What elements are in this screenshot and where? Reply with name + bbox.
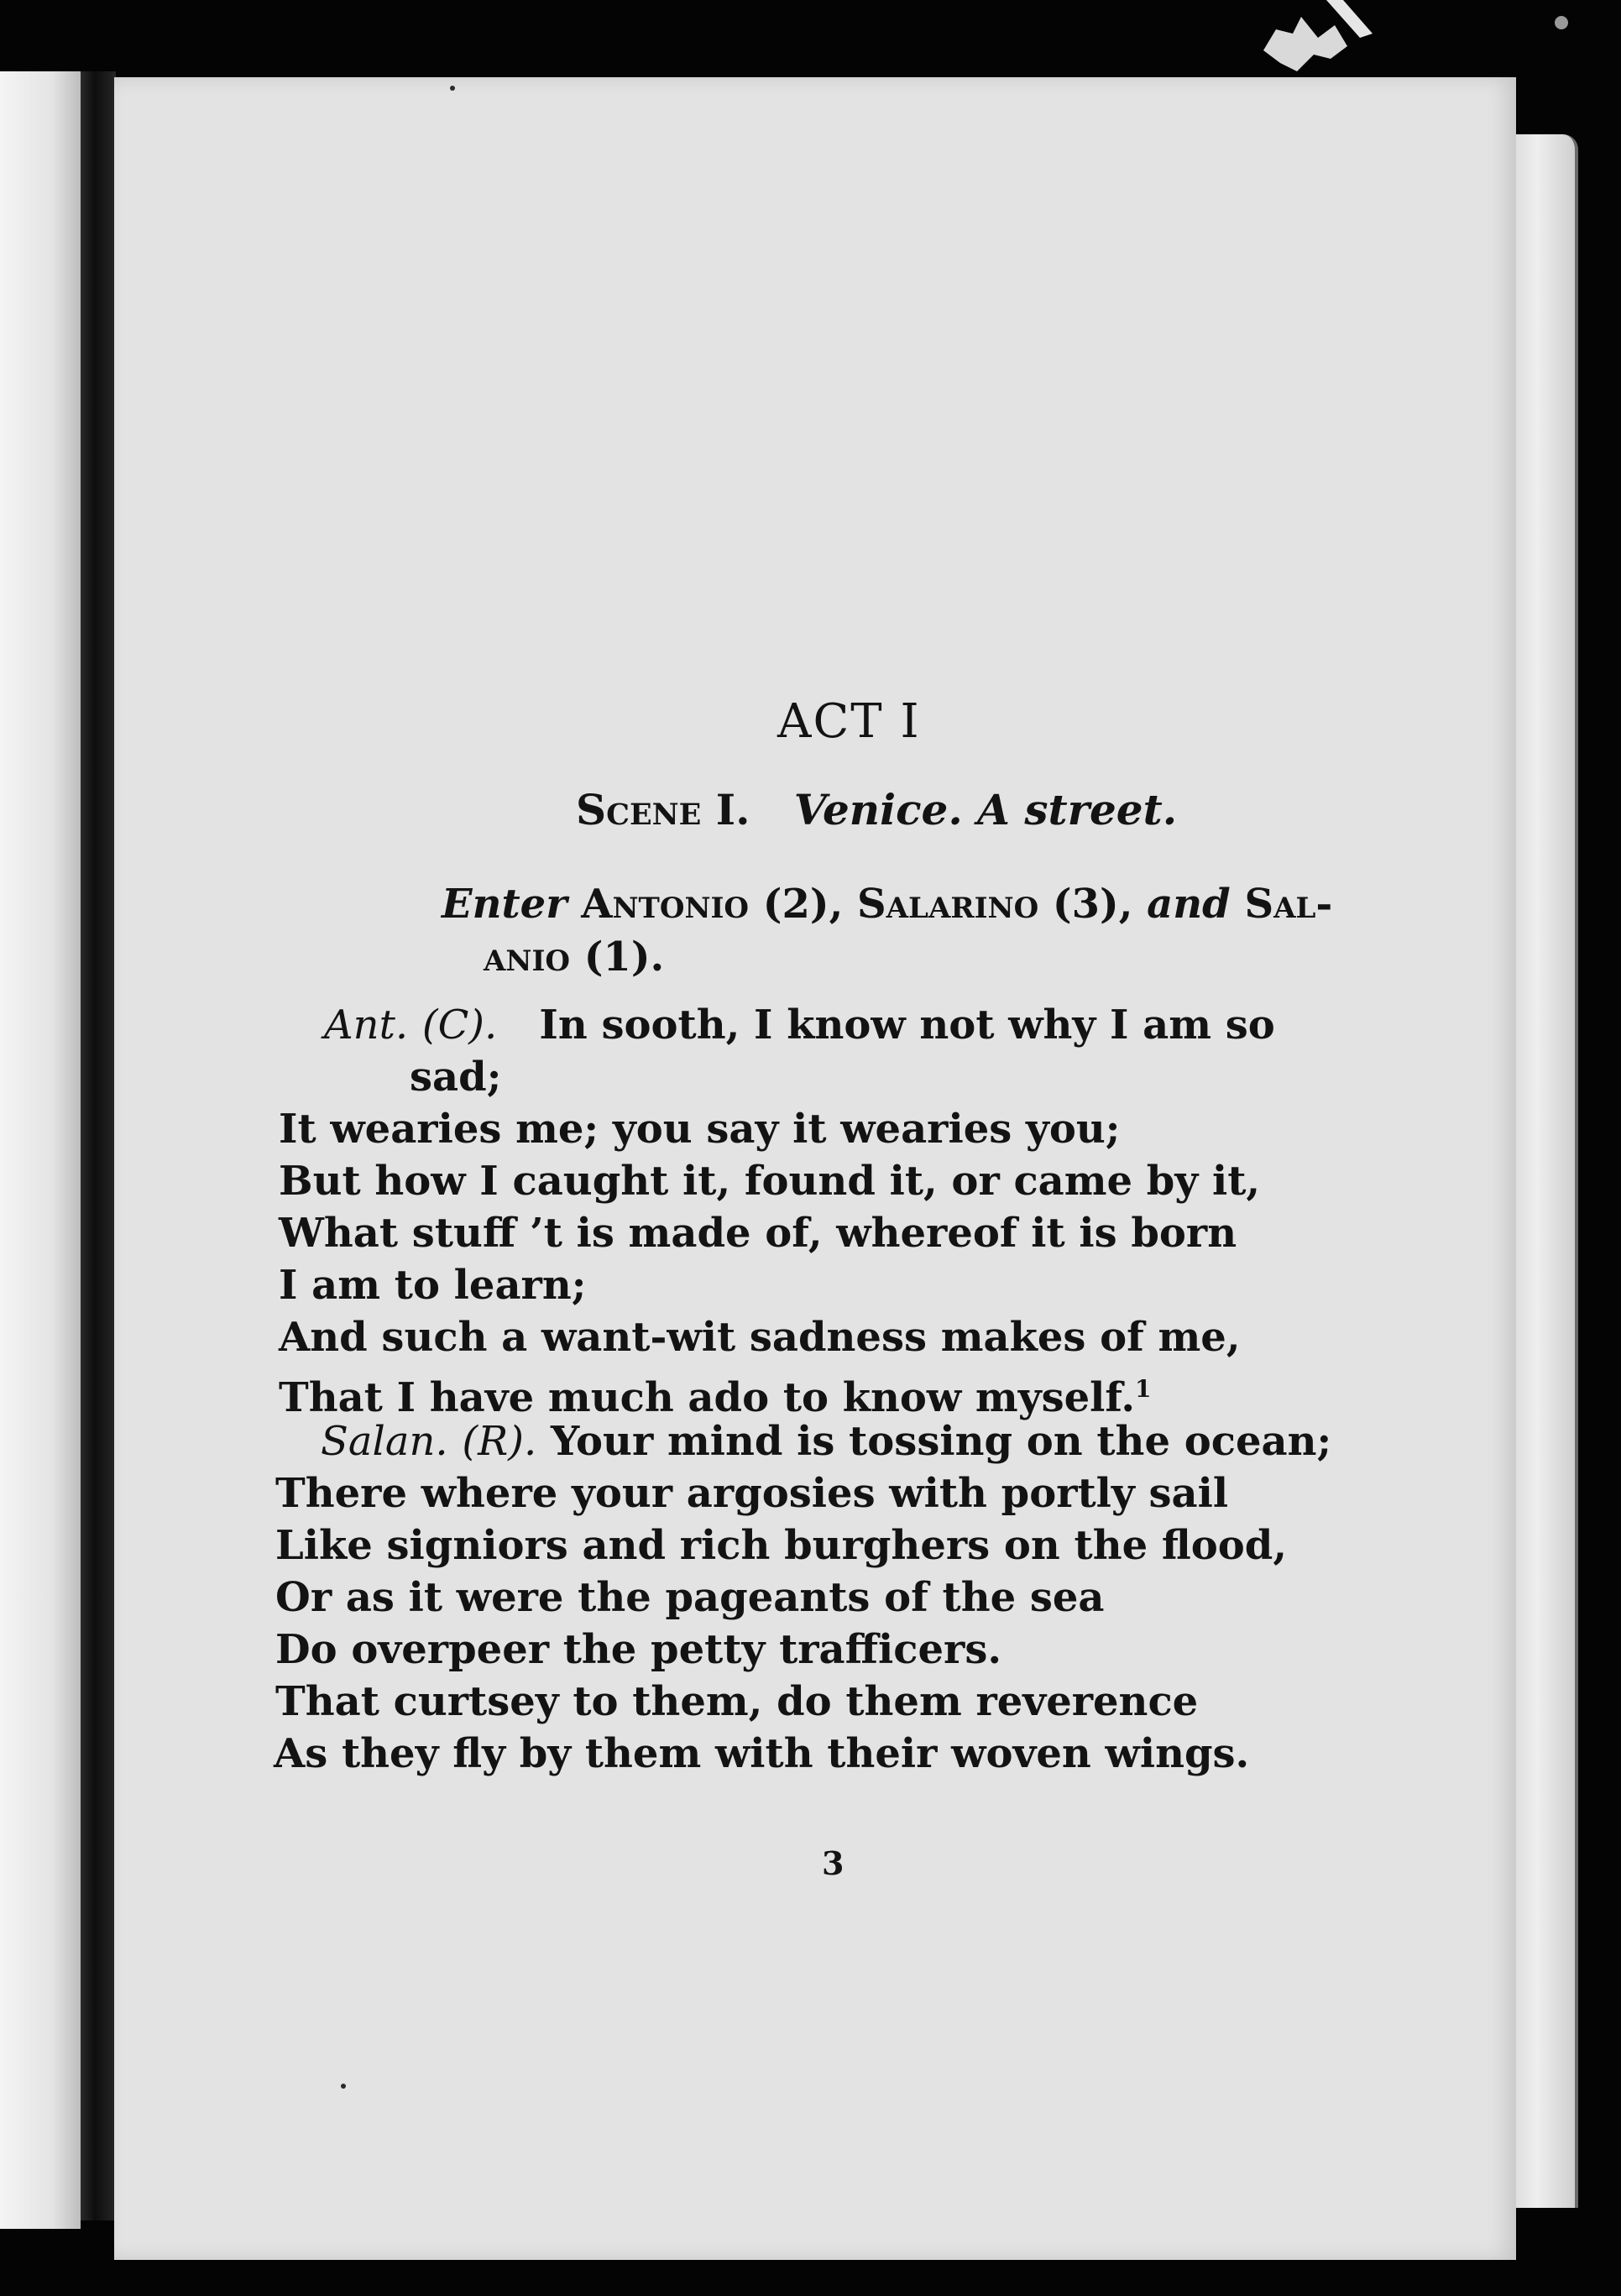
speaker-position: (R). (462, 1418, 537, 1465)
torn-corner-mark (1255, 0, 1373, 80)
enter-word: Enter (442, 881, 567, 928)
verse-line: That I have much ado to know myself. (279, 1374, 1136, 1421)
and-word: and (1147, 881, 1231, 928)
verse-line: What stuff ’t is made of, whereof it is born (279, 1210, 1237, 1257)
verse-line-wrap: sad; (410, 1054, 502, 1101)
salanio-number: (1). (583, 934, 665, 981)
salarino-number: (3), (1052, 881, 1133, 928)
page-number: 3 (822, 1844, 844, 1882)
speech-antonio-first-line (324, 999, 1275, 1051)
verse-line: There where your argosies with portly sail (275, 1470, 1229, 1517)
antonio-number: (2), (762, 881, 844, 928)
character-antonio: Antonio (581, 881, 750, 928)
book-page (114, 77, 1516, 2260)
scene-label: Scene I. (576, 785, 750, 834)
character-salanio-start: Sal- (1244, 881, 1333, 928)
verse-line: It wearies me; you say it wearies you; (279, 1106, 1121, 1153)
verse-line: I am to learn; (279, 1262, 587, 1309)
book-gutter (81, 71, 116, 2220)
footnote-mark: 1 (1135, 1375, 1152, 1403)
verse-line: As they fly by them with their woven wings. (274, 1730, 1250, 1777)
right-page-edge (1506, 134, 1578, 2208)
corner-speck-mark (1549, 10, 1574, 35)
scene-heading (576, 785, 1177, 834)
speaker-position: (C). (421, 1002, 498, 1049)
scene-place: Venice. A street. (793, 785, 1178, 834)
page-speck (341, 2084, 346, 2089)
act-heading: ACT I (777, 694, 921, 749)
character-salanio-end: anio (484, 934, 570, 981)
verse-line: Or as it were the pageants of the sea (275, 1574, 1105, 1621)
verse-line: In sooth, I know not why I am so (539, 1002, 1275, 1049)
character-salarino: Salarino (857, 881, 1039, 928)
verse-line: Do overpeer the petty trafficers. (275, 1626, 1002, 1673)
verse-line: Like signiors and rich burghers on the flood, (275, 1522, 1288, 1569)
speaker-name: Ant. (324, 1002, 409, 1049)
speaker-name: Salan. (321, 1418, 448, 1465)
stage-direction (442, 877, 1332, 931)
verse-line: That curtsey to them, do them reverence (275, 1678, 1199, 1725)
left-page-edge (0, 71, 81, 2229)
verse-line: But how I caught it, found it, or came by it, (279, 1158, 1261, 1205)
page-speck (450, 86, 455, 91)
verse-line: Your mind is tossing on the ocean; (550, 1418, 1332, 1465)
speech-salanio-first-line (321, 1415, 1331, 1467)
verse-line: And such a want-wit sadness makes of me, (279, 1314, 1241, 1361)
stage-direction-continued (484, 934, 664, 981)
